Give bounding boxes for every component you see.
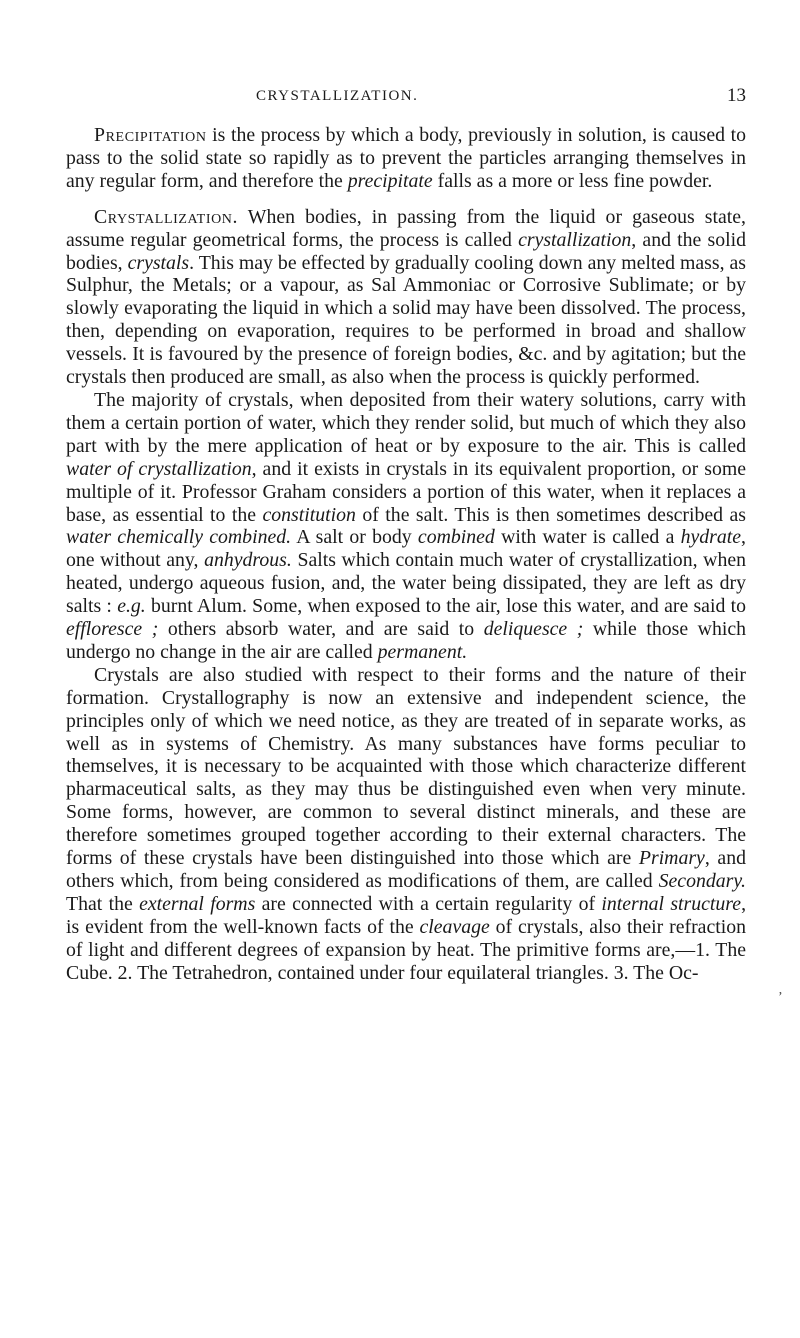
paragraph-precipitation: [66, 124, 746, 193]
running-head: [66, 85, 746, 112]
text-run: , and the solid bodies,: [66, 228, 746, 274]
body-text: [66, 124, 746, 985]
text-run: while those which undergo no change in the air are called: [66, 618, 747, 663]
running-title: CRYSTALLIZATION.: [256, 88, 419, 104]
italic-term: internal structure: [601, 892, 742, 915]
text-run: , and it exists in crystals in its equivalent proportion, or some multiple of it. Professor Graham considers a portion of this water, when it replaces a base, as essential to the: [66, 457, 747, 526]
italic-term: water of crystallization: [66, 457, 252, 480]
text-run: , one without any,: [66, 526, 746, 572]
italic-term: Primary: [638, 847, 705, 870]
term-heading: Precipitation: [94, 124, 207, 146]
margin-mark: ’: [778, 990, 783, 1005]
italic-term: water chemically combined.: [66, 526, 292, 549]
page-number: 13: [727, 85, 746, 106]
text-run: A salt or body: [291, 526, 418, 549]
italic-term: combined: [417, 526, 495, 549]
text-run: with water is called a: [494, 526, 681, 549]
italic-term: crystallization: [518, 228, 632, 251]
text-run: of the salt. This is then sometimes described as: [355, 503, 746, 526]
italic-term: external forms: [139, 892, 256, 915]
italic-term: anhydrous.: [204, 549, 292, 572]
term-heading: Crystallization.: [94, 205, 239, 228]
italic-term: e.g.: [117, 595, 146, 618]
text-run: Crystals are also studied with respect to their forms and the nature of their formation. Crystallography is now an extensive and independent science, the principles only of which we need notice, as they are treated of in separate works, as well as in systems of Chemistry. As many substances have forms peculiar to themselves, it is necessary to be acquainted with those which characterize different pharmaceutical salts, as they may thus be distinguished even when very minute. Some forms, however, are common to several distinct minerals, and these are therefore sometimes grouped together according to their external characters. The forms of these crystals have been distinguished into those which are: [66, 663, 746, 870]
paragraph-water-of-crystallization: [66, 389, 746, 664]
text-run: That the: [66, 892, 140, 915]
italic-term: precipitate: [347, 169, 433, 192]
italic-term: crystals: [127, 251, 190, 274]
italic-term: hydrate: [680, 526, 742, 549]
italic-term: constitution: [262, 503, 356, 526]
text-run: others absorb water, and are said to: [158, 618, 484, 641]
text-run: , and others which, from being considered as modifications of them, are called: [66, 847, 746, 892]
italic-term: effloresce ;: [66, 618, 159, 641]
text-run: of crystals, also their refraction of light and different degrees of expansion by heat. The primitive forms are,—1. The Cube. 2. The Tetrahedron, contained under four equilateral triangles. 3. The Oc-: [66, 915, 746, 984]
text-run: The majority of crystals, when deposited from their watery solutions, carry with them a certain portion of water, which they render solid, but much of which they also part with by the mere application of heat or by exposure to the air. This is called: [66, 388, 746, 457]
italic-term: deliquesce ;: [483, 618, 584, 641]
italic-term: cleavage: [419, 915, 490, 938]
paragraph-crystallography: [66, 664, 746, 985]
text-run: . This may be effected by gradually cooling down any melted mass, as Sulphur, the Metals; or a vapour, as Sal Ammoniac or Corrosive Sublimate; or by slowly evaporating the liquid in which a solid may have been dissolved. The process, then, depending on evaporation, requires to be performed in broad and shallow vessels. It is favoured by the presence of foreign bodies, &c. and by agitation; but the crystals then produced are small, as also when the process is quickly performed.: [66, 251, 746, 389]
paragraph-crystallization: [66, 206, 746, 389]
text-run: is the process by which a body, previously in solution, is caused to pass to the solid state so rapidly as to prevent the particles arranging themselves in any regular form, and therefore the: [66, 124, 746, 192]
italic-term: permanent.: [377, 640, 468, 663]
text-run: , is evident from the well-known facts of the: [66, 892, 747, 938]
italic-term: Secondary.: [658, 870, 746, 892]
text-run: falls as a more or less fine powder.: [432, 169, 713, 192]
text-run: When bodies, in passing from the liquid or gaseous state, assume regular geometrical forms, the process is called: [66, 205, 746, 251]
text-run: are connected with a certain regularity of: [255, 892, 602, 915]
text-run: Salts which contain much water of crystallization, when heated, undergo aqueous fusion, and, the water being dissipated, they are left as dry salts :: [66, 549, 746, 618]
text-run: burnt Alum. Some, when exposed to the air, lose this water, and are said to: [145, 595, 746, 618]
